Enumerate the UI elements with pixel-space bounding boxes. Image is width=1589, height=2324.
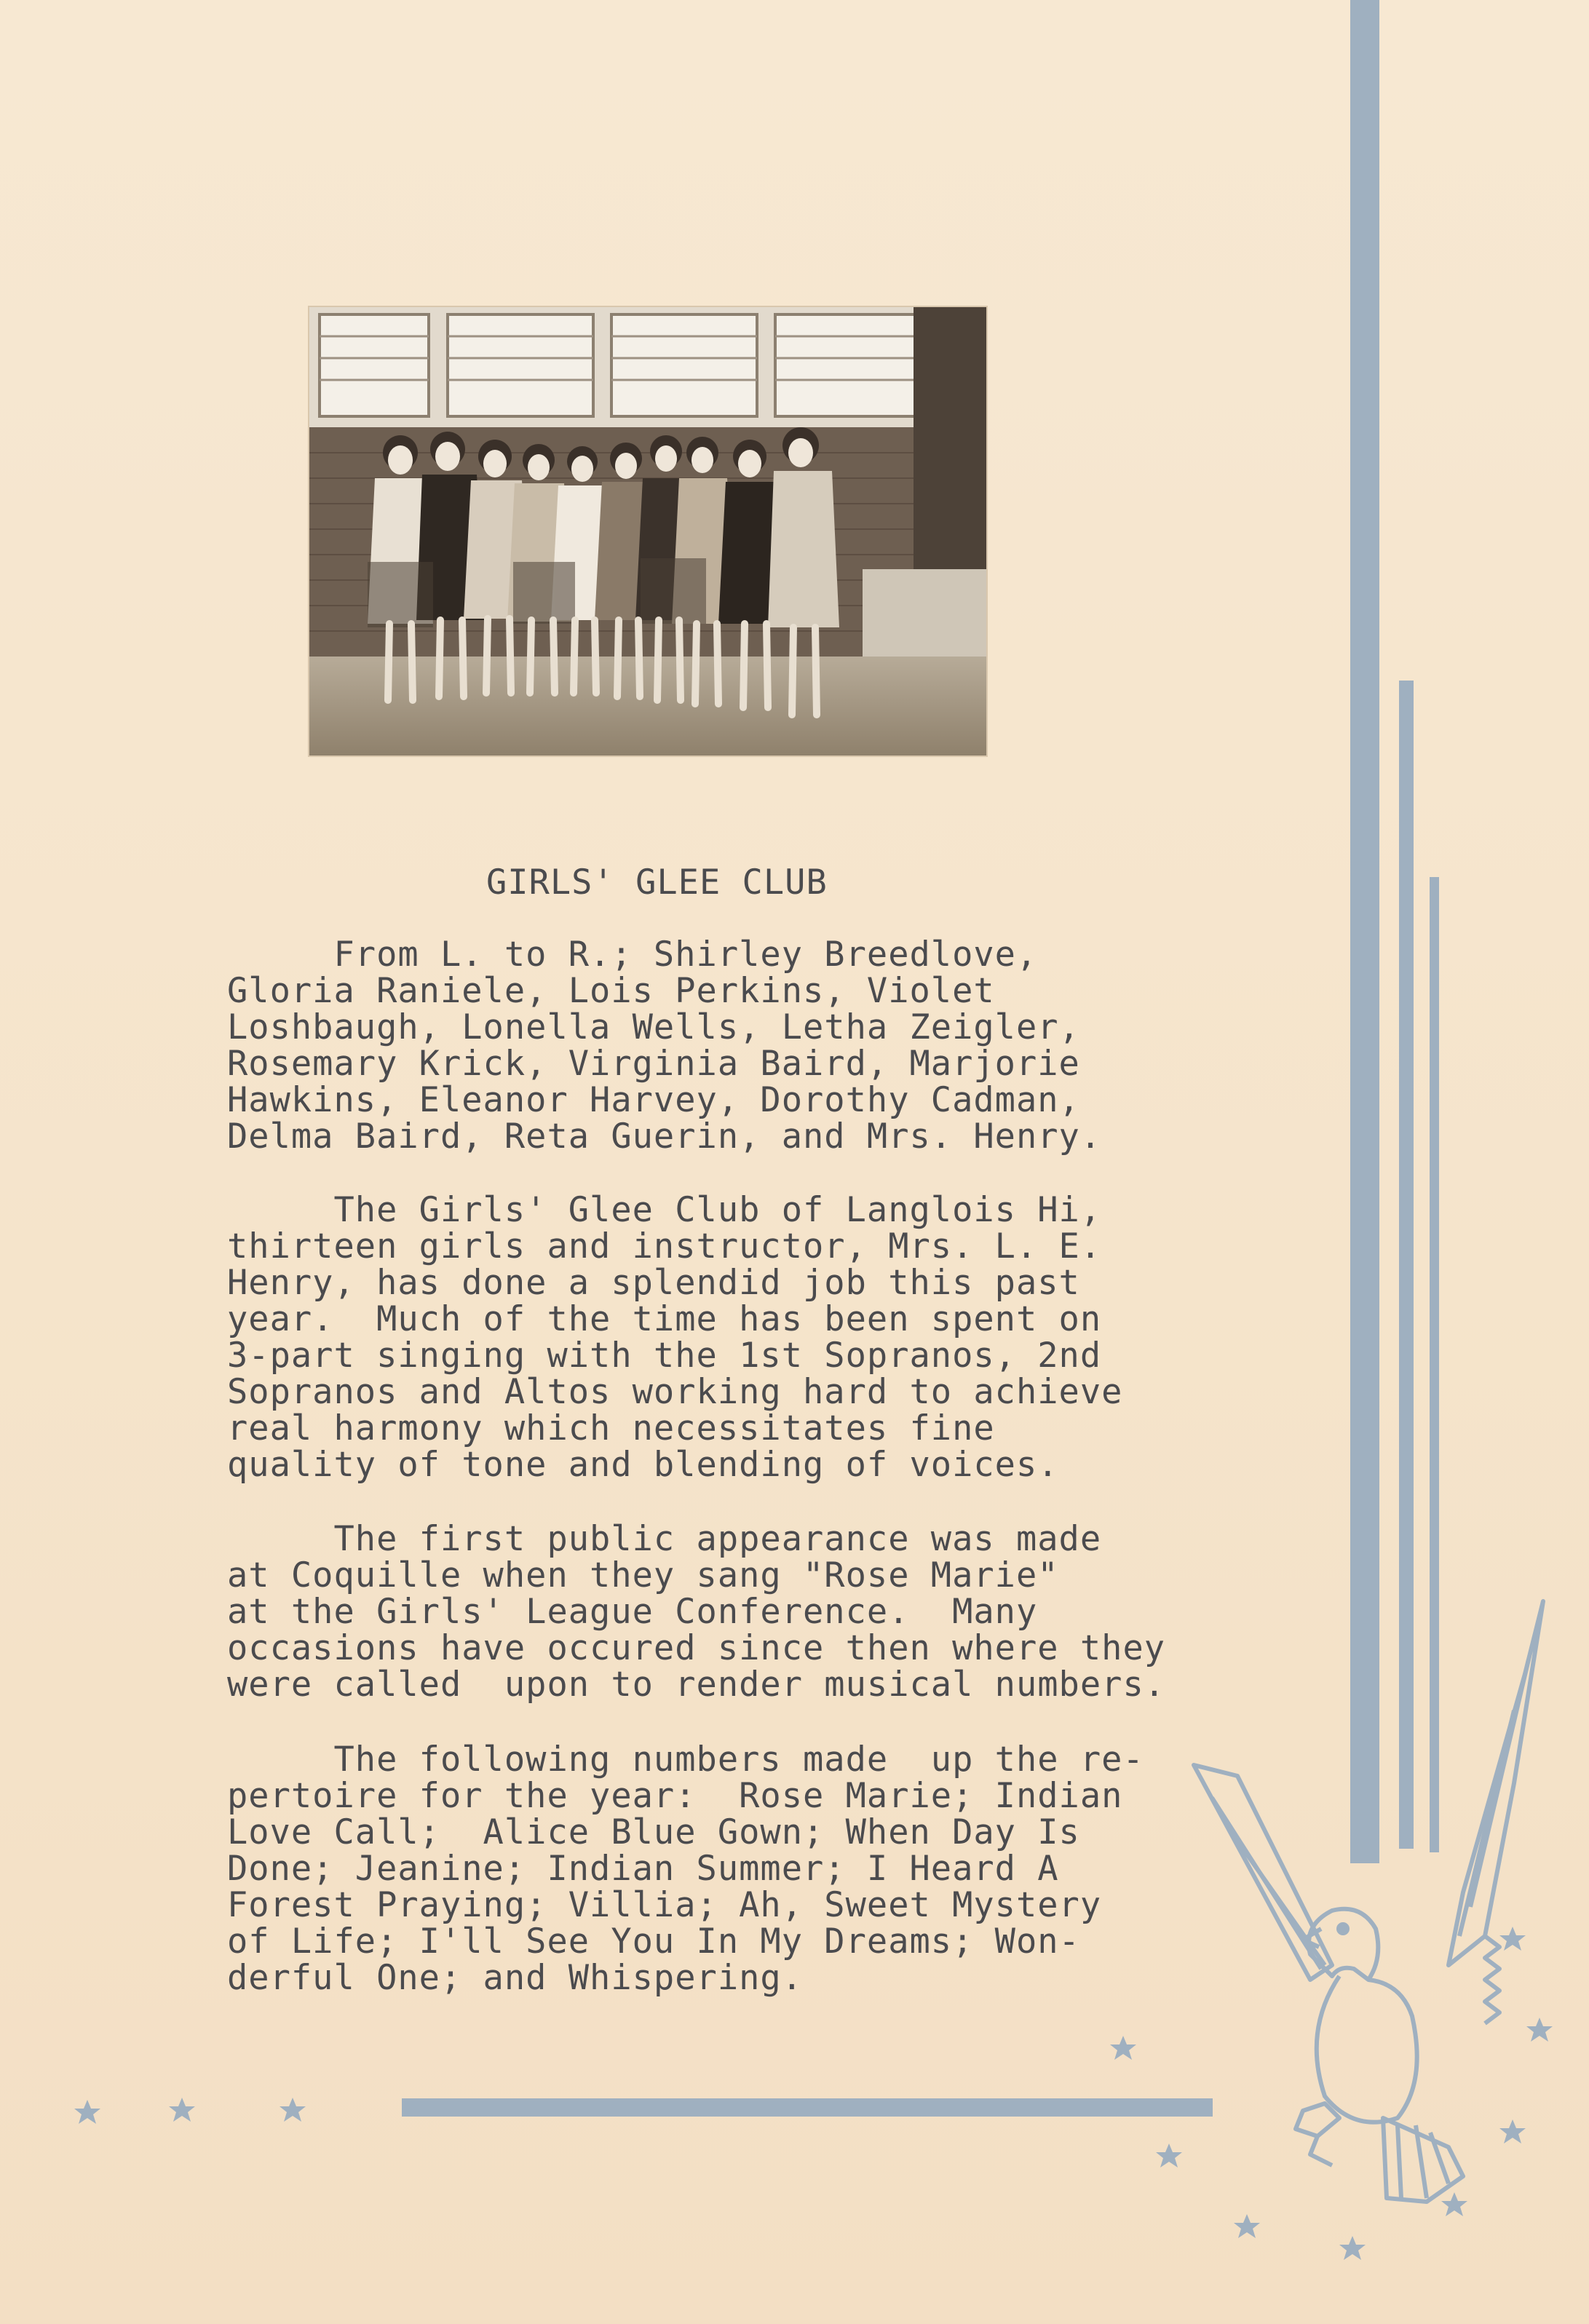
- star-icon: [169, 2098, 195, 2122]
- star-icon: [280, 2098, 306, 2122]
- star-icon: [1441, 2192, 1467, 2216]
- star-icon: [1339, 2236, 1366, 2260]
- names-paragraph: From L. to R.; Shirley Breedlove, Gloria Raniele, Lois Perkins, Violet Loshbaugh, Lonella Wells, Letha Zeigler, Rosemary Krick, Virginia Baird, Marjorie Hawkins, Eleanor Harvey, Dorothy Cadman, Delma Baird, Reta Guerin, and Mrs. Henry.: [227, 935, 1102, 1157]
- eagle-icon: [1194, 1601, 1543, 2202]
- star-icon: [1110, 2036, 1136, 2060]
- repertoire-paragraph: The following numbers made up the re- pertoire for the year: Rose Marie; Indian Love Call; Alice Blue Gown; When Day Is Done; Jeanine; Indian Summer; I Heard A Forest Praying; Villia; Ah, Sweet Mystery of Life; I'll See You In My Dreams; Won- derful One; and Whispering.: [227, 1740, 1144, 1998]
- star-icon: [1526, 2018, 1553, 2042]
- appearance-paragraph: The first public appearance was made at Coquille when they sang "Rose Marie" at the Girls' League Conference. Many occasions have occured since then where they were called upon to render musical numbers.: [227, 1519, 1166, 1705]
- star-icon: [1234, 2214, 1260, 2238]
- star-icon: [1499, 2119, 1526, 2143]
- star-icon: [74, 2100, 100, 2124]
- description-paragraph: The Girls' Glee Club of Langlois Hi, thirteen girls and instructor, Mrs. L. E. Henry, has done a splendid job this past year. Much of the time has been spent on 3-part singing with the 1st Sopranos, 2nd Sopranos and Altos working hard to achieve real harmony which necessitates fine quality of tone and blending of voices.: [227, 1190, 1123, 1485]
- star-icon: [1499, 1927, 1526, 1951]
- star-icon: [1156, 2143, 1182, 2168]
- section-title: GIRLS' GLEE CLUB: [486, 862, 828, 903]
